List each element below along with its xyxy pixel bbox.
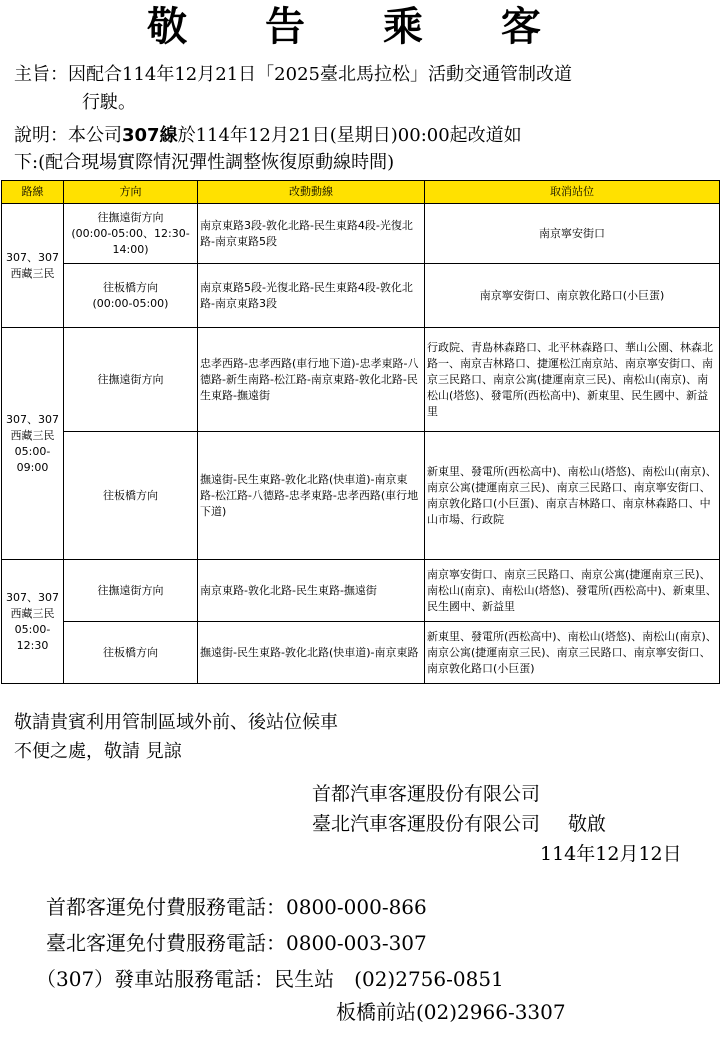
route-cell	[2, 328, 64, 560]
description-post: 於114年12月21日(星期日)00:00起改道如	[177, 125, 522, 146]
direction-time: (00:00-05:00)	[92, 296, 169, 310]
subject-text-line1: 因配合114年12月21日「2025臺北馬拉松」活動交通管制改道	[68, 64, 572, 85]
route-number: 307線	[122, 125, 178, 146]
reroute-cell: 撫遠街-民生東路-敦化北路(快車道)-南京東路-松江路-八德路-忠孝東路-忠孝西路(車行地下道)	[198, 432, 425, 560]
table-row	[2, 432, 720, 560]
table-row	[2, 204, 720, 264]
direction-cell: 往撫遠街方向	[64, 560, 198, 622]
reroute-cell: 南京東路5段-光復北路-民生東路4段-敦化北路-南京東路3段	[198, 264, 425, 328]
notice-date: 114年12月12日	[540, 843, 682, 865]
route-cell	[2, 204, 64, 328]
route-label: 307、307西藏三民	[6, 250, 59, 280]
route-label: 307、307西藏三民	[6, 412, 59, 442]
direction-cell	[64, 204, 198, 264]
reroute-cell: 南京東路3段-敦化北路-民生東路4段-光復北路-南京東路5段	[198, 204, 425, 264]
direction-time: (00:00-05:00、12:30-14:00)	[71, 226, 190, 256]
direction-cell: 往板橋方向	[64, 622, 198, 684]
header-direction: 方向	[64, 181, 198, 204]
cancelled-cell: 行政院、青島林森路口、北平林森路口、華山公園、林森北路一、南京吉林路口、捷運松江南京站、南京寧安街口、南京三民路口、南京公寓(捷運南京三民)、南松山(南京)、南松山(塔悠)、發電所(西松高中)、新東里、民生國中、新益里	[425, 328, 720, 432]
cancelled-cell: 南京寧安街口	[425, 204, 720, 264]
header-route: 路線	[2, 181, 64, 204]
header-cancelled-stops: 取消站位	[425, 181, 720, 204]
cancelled-cell: 新東里、發電所(西松高中)、南松山(塔悠)、南松山(南京)、南京公寓(捷運南京三民)、南京三民路口、南京寧安街口、南京敦化路口(小巨蛋)、南京吉林路口、南京林森路口、中山市場、行政院	[425, 432, 720, 560]
route-label: 307、307西藏三民	[6, 590, 59, 620]
direction-cell	[64, 264, 198, 328]
company-name-2-text: 臺北汽車客運股份有限公司	[312, 813, 541, 835]
reroute-cell: 忠孝西路-忠孝西路(車行地下道)-忠孝東路-八德路-新生南路-松江路-南京東路-敦化北路-民生東路-撫遠街	[198, 328, 425, 432]
company-name-2	[312, 810, 606, 838]
table-row	[2, 328, 720, 432]
respect-closing: 敬啟	[568, 813, 607, 835]
description-pre: 本公司	[68, 125, 122, 146]
direction-cell: 往撫遠街方向	[64, 328, 198, 432]
phone-line-4: 板橋前站(02)2966-3307	[336, 1000, 566, 1024]
table-row	[2, 264, 720, 328]
page-title: 敬 告 乘 客	[147, 4, 573, 50]
description-label: 說明：	[14, 125, 68, 146]
direction-label: 往板橋方向	[103, 280, 158, 294]
route-time: 05:00-09:00	[14, 444, 51, 474]
table-row	[2, 560, 720, 622]
phone-line-2: 臺北客運免付費服務電話：0800-003-307	[46, 931, 427, 955]
closing-line2: 不便之處，敬請 見諒	[14, 741, 182, 762]
subject-paragraph	[14, 60, 572, 89]
header-reroute: 改動動線	[198, 181, 425, 204]
reroute-table	[1, 180, 720, 684]
company-name-1: 首都汽車客運股份有限公司	[312, 783, 541, 805]
table-row	[2, 622, 720, 684]
route-cell	[2, 560, 64, 684]
route-time: 05:00-12:30	[14, 622, 51, 652]
direction-label: 往撫遠街方向	[97, 210, 164, 224]
description-line2: 下:(配合現場實際情況彈性調整恢復原動線時間)	[14, 152, 395, 173]
phone-line-1: 首都客運免付費服務電話：0800-000-866	[46, 895, 427, 919]
table-header-row	[2, 181, 720, 204]
description-paragraph	[14, 121, 522, 150]
subject-text-line2: 行駛。	[82, 92, 136, 113]
cancelled-cell: 南京寧安街口、南京三民路口、南京公寓(捷運南京三民)、南松山(南京)、南松山(塔悠)、發電所(西松高中)、新東里、民生國中、新益里	[425, 560, 720, 622]
reroute-cell: 撫遠街-民生東路-敦化北路(快車道)-南京東路	[198, 622, 425, 684]
cancelled-cell: 南京寧安街口、南京敦化路口(小巨蛋)	[425, 264, 720, 328]
subject-label: 主旨：	[14, 64, 68, 85]
direction-cell: 往板橋方向	[64, 432, 198, 560]
closing-line1: 敬請貴賓利用管制區域外前、後站位候車	[14, 712, 338, 733]
reroute-cell: 南京東路-敦化北路-民生東路-撫遠街	[198, 560, 425, 622]
phone-line-3: （307）發車站服務電話：民生站 (02)2756-0851	[36, 967, 504, 991]
cancelled-cell: 新東里、發電所(西松高中)、南松山(塔悠)、南松山(南京)、南京公寓(捷運南京三民)、南京三民路口、南京寧安街口、南京敦化路口(小巨蛋)	[425, 622, 720, 684]
